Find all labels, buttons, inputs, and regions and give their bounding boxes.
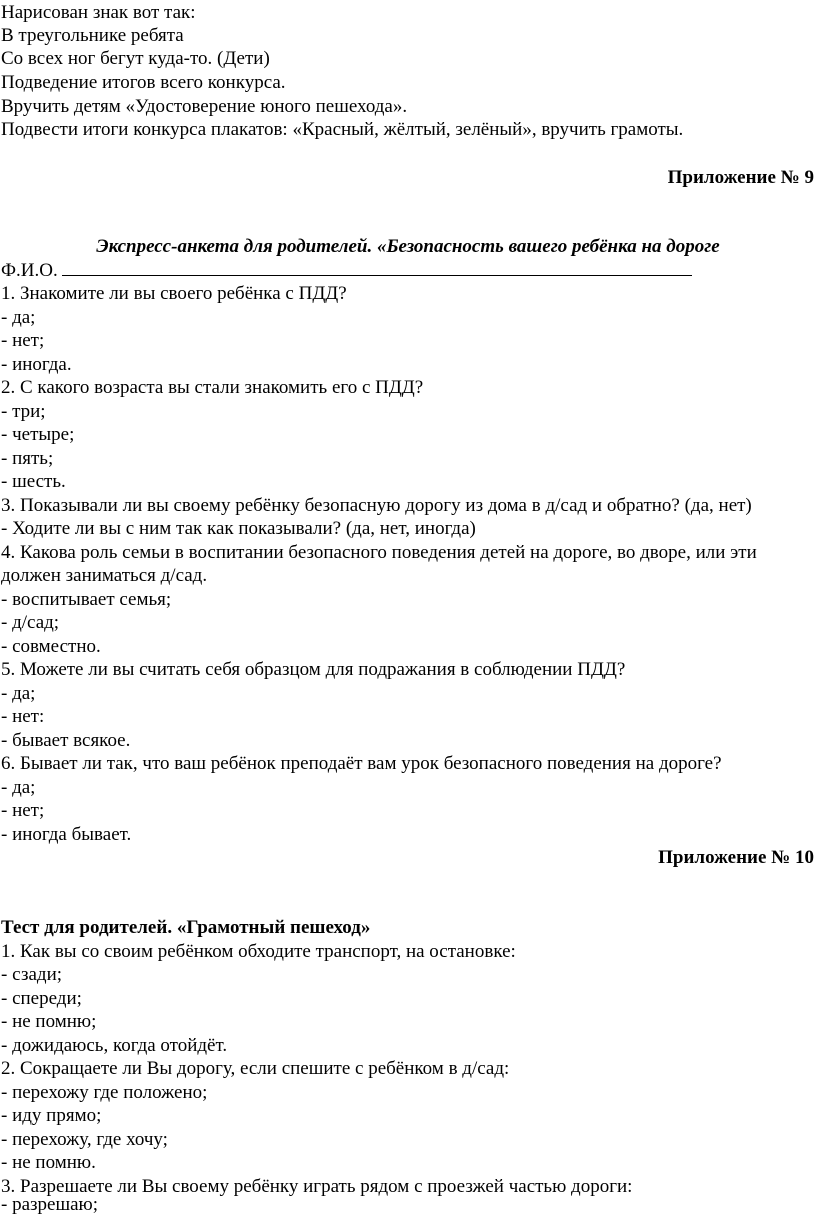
test-line: - спереди;: [1, 988, 82, 1009]
survey-line: - пять;: [1, 448, 54, 469]
survey-line: - шесть.: [1, 471, 66, 492]
survey-line: - Ходите ли вы с ним так как показывали? (да, нет, иногда): [1, 518, 476, 539]
survey-line: - да;: [1, 307, 36, 328]
appendix-9-title: Экспресс-анкета для родителей. «Безопасность вашего ребёнка на дороге: [96, 236, 720, 257]
appendix-9-label: Приложение № 9: [667, 167, 814, 188]
survey-line: - бывает всякое.: [1, 730, 131, 751]
test-line: - иду прямо;: [1, 1105, 102, 1126]
test-line: 2. Сокращаете ли Вы дорогу, если спешите с ребёнком в д/сад:: [1, 1058, 510, 1079]
survey-line: - нет:: [1, 706, 45, 727]
survey-line: - да;: [1, 777, 36, 798]
intro-line: Подвести итоги конкурса плакатов: «Красный, жёлтый, зелёный», вручить грамоты.: [1, 119, 684, 140]
test-line: - не помню;: [1, 1011, 97, 1032]
survey-line: 1. Знакомите ли вы своего ребёнка с ПДД?: [1, 283, 347, 304]
test-line: - сзади;: [1, 964, 63, 985]
survey-line: 4. Какова роль семьи в воспитании безопасного поведения детей на дороге, во дворе, или эти: [1, 542, 757, 563]
test-line: - перехожу, где хочу;: [1, 1129, 168, 1150]
intro-line: Вручить детям «Удостоверение юного пешехода».: [1, 96, 408, 117]
intro-line: Нарисован знак вот так:: [1, 2, 196, 23]
intro-line: Со всех ног бегут куда-то. (Дети): [1, 48, 270, 69]
fio-blank-line: [62, 258, 692, 276]
survey-line: - нет;: [1, 330, 45, 351]
survey-line: 2. С какого возраста вы стали знакомить его с ПДД?: [1, 377, 424, 398]
survey-line: - да;: [1, 683, 36, 704]
appendix-10-title: Тест для родителей. «Грамотный пешеход»: [1, 917, 371, 938]
test-line: - не помню.: [1, 1152, 96, 1173]
survey-line: - четыре;: [1, 424, 75, 445]
fio-field: [1, 258, 692, 281]
survey-line: - три;: [1, 401, 46, 422]
intro-line: В треугольнике ребята: [1, 25, 184, 46]
survey-line: 3. Показывали ли вы своему ребёнку безопасную дорогу из дома в д/сад и обратно? (да, нет): [1, 495, 752, 516]
survey-line: 5. Можете ли вы считать себя образцом для подражания в соблюдении ПДД?: [1, 659, 626, 680]
survey-line: - воспитывает семья;: [1, 589, 172, 610]
test-line: - разрешаю;: [1, 1194, 98, 1215]
appendix-10-label: Приложение № 10: [658, 847, 814, 868]
survey-line: - совместно.: [1, 636, 101, 657]
fio-label: Ф.И.О.: [1, 260, 58, 281]
survey-line: должен заниматься д/сад.: [1, 565, 208, 586]
survey-line: - иногда бывает.: [1, 824, 132, 845]
test-line: 1. Как вы со своим ребёнком обходите транспорт, на остановке:: [1, 941, 516, 962]
survey-line: 6. Бывает ли так, что ваш ребёнок преподаёт вам урок безопасного поведения на дороге?: [1, 753, 722, 774]
test-line: 3. Разрешаете ли Вы своему ребёнку играть рядом с проезжей частью дороги:: [1, 1176, 633, 1197]
test-line: - перехожу где положено;: [1, 1082, 208, 1103]
test-line: - дожидаюсь, когда отойдёт.: [1, 1035, 228, 1056]
survey-line: - нет;: [1, 800, 45, 821]
intro-line: Подведение итогов всего конкурса.: [1, 72, 286, 93]
survey-line: - иногда.: [1, 354, 72, 375]
survey-line: - д/сад;: [1, 612, 60, 633]
